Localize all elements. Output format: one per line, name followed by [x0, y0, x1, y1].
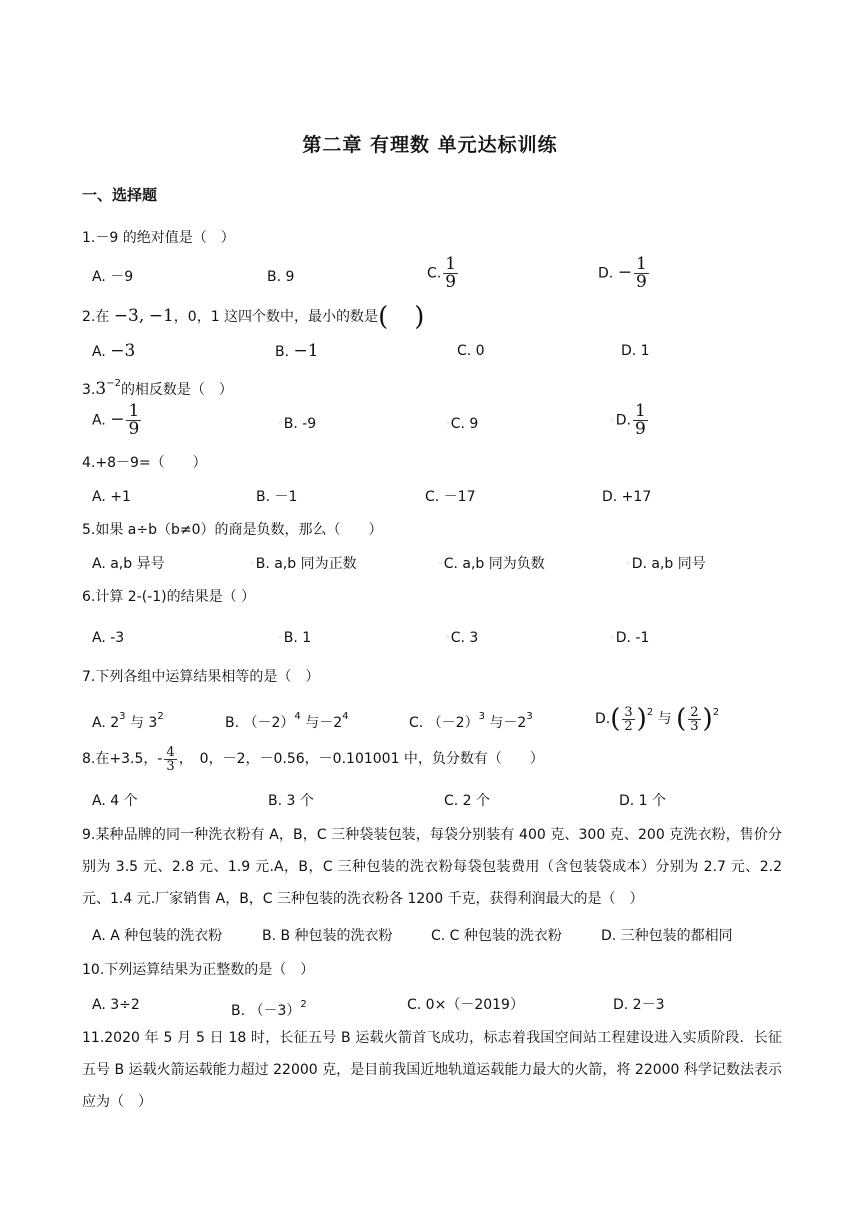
option-d[interactable]: ◦D. $\frac{1}{9}$ — [610, 401, 646, 439]
option-c[interactable]: ◦C. 9 — [445, 416, 479, 432]
option-b[interactable]: ◦B. a,b 同为正数 — [250, 556, 357, 572]
option-c[interactable]: ◦C. a,b 同为负数 — [438, 556, 545, 572]
option-c[interactable]: C. 2 个 — [444, 793, 491, 809]
option-b[interactable]: B. B 种包装的洗衣粉 — [262, 928, 393, 944]
option-b[interactable]: B. 9 — [267, 269, 295, 285]
option-b[interactable]: ◦B. -9 — [278, 416, 317, 432]
question-3-options — [92, 401, 792, 439]
option-c[interactable]: C. 0×（－2019） — [407, 997, 524, 1013]
question-1: 1.－9 的绝对值是（ ） — [82, 230, 235, 246]
question-9: 9.某种品牌的同一种洗衣粉有 A，B，C 三种袋装包装，每袋分别装有 400 克、300 克、200 克洗衣粉，售价分别为 3.5 元、2.8 元、1.9 元.A，B，C 三种包装的洗衣粉每袋包装费用（含包装袋成本）分别为 2.7 元、2.2 元、1.4 元.厂家销售 A，B，C 三种包装的洗衣粉各 1200 千克，获得利润最大的是（ ） — [82, 827, 782, 907]
option-a[interactable]: A. 3÷2 — [92, 997, 140, 1013]
question-5: 5.如果 a÷b（b≠0）的商是负数，那么（ ） — [82, 522, 383, 538]
option-b[interactable]: B. $(-3)^2$ — [231, 999, 307, 1019]
option-b[interactable]: B. $(-2)^4$ 与$-2^4$ — [225, 711, 349, 731]
option-d[interactable]: D. 1 个 — [619, 793, 667, 809]
page-title: 第二章 有理数 单元达标训练 — [302, 134, 558, 156]
option-c[interactable]: C. 0 — [457, 343, 485, 359]
option-a[interactable]: A. +1 — [92, 489, 131, 505]
question-2-options — [92, 336, 792, 366]
question-4-options — [92, 482, 792, 512]
option-c[interactable]: C. $(-2)^3$ 与$-2^3$ — [409, 711, 533, 731]
question-10: 10.下列运算结果为正整数的是（ ） — [82, 962, 315, 978]
question-8-options — [92, 786, 792, 816]
question-6: 6.计算 2-(-1)的结果是（ ） — [82, 589, 256, 605]
option-d[interactable]: ◦D. -1 — [610, 630, 650, 646]
question-6-options — [92, 623, 792, 653]
option-a[interactable]: A. $2^3$ 与 $3^2$ — [92, 711, 164, 731]
question-7-options — [92, 702, 792, 732]
option-a[interactable]: A. − $\frac{1}{9}$ — [92, 401, 140, 439]
option-d[interactable]: D. +17 — [602, 489, 652, 505]
option-d[interactable]: ◦D. a,b 同号 — [626, 556, 706, 572]
option-d[interactable]: D. 2－3 — [613, 997, 665, 1013]
option-d[interactable]: D. 三种包装的都相同 — [601, 928, 733, 944]
question-5-options — [92, 549, 792, 579]
question-11: 11.2020 年 5 月 5 日 18 时，长征五号 B 运载火箭首飞成功，标志着我国空间站工程建设进入实质阶段．长征五号 B 运载火箭运载能力超过 22000 克，是目前我国近地轨道运载能力最大的火箭，将 22000 科学记数法表示应为（ ） — [82, 1030, 782, 1110]
option-c[interactable]: ◦C. 3 — [445, 630, 479, 646]
option-a[interactable]: A. A 种包装的洗衣粉 — [92, 928, 223, 944]
option-d[interactable]: D. 1 — [621, 343, 650, 359]
option-d[interactable]: D.( $\frac{3}{2}$ )$^2$ 与 ( $\frac{2}{3}$ )$^2$ — [595, 704, 720, 734]
option-b[interactable]: B. －1 — [256, 489, 298, 505]
question-8: 8.在+3.5，- $\frac{4}{3}$ ， 0，－2，－0.56，－0.101001 中，负分数有（ ） — [82, 744, 544, 774]
option-d[interactable]: D. − $\frac{1}{9}$ — [598, 254, 647, 292]
question-2: 2.在 −3, −1，0，1 这四个数中，最小的数是( ) — [82, 302, 425, 332]
question-4: 4.+8－9=（ ） — [82, 455, 207, 471]
option-b[interactable]: ◦B. 1 — [278, 630, 312, 646]
option-b[interactable]: B. 3 个 — [268, 793, 314, 809]
option-c[interactable]: C. －17 — [425, 489, 476, 505]
question-7: 7.下列各组中运算结果相等的是（ ） — [82, 669, 320, 685]
question-3: $3.3^{-2}$的相反数是（ ） — [82, 378, 233, 399]
option-a[interactable]: A. a,b 异号 — [92, 556, 165, 572]
option-c[interactable]: C. $\frac{1}{9}$ — [427, 254, 457, 292]
option-a[interactable]: A. −3 — [92, 341, 136, 361]
question-9-options — [92, 921, 792, 951]
section-heading: 一、选择题 — [82, 186, 158, 204]
option-b[interactable]: B. −1 — [275, 341, 319, 361]
option-a[interactable]: A. -3 — [92, 630, 125, 646]
question-1-options — [92, 254, 792, 292]
question-10-options — [92, 990, 792, 1020]
option-a[interactable]: A. －9 — [92, 269, 134, 285]
option-c[interactable]: C. C 种包装的洗衣粉 — [431, 928, 562, 944]
option-a[interactable]: A. 4 个 — [92, 793, 138, 809]
